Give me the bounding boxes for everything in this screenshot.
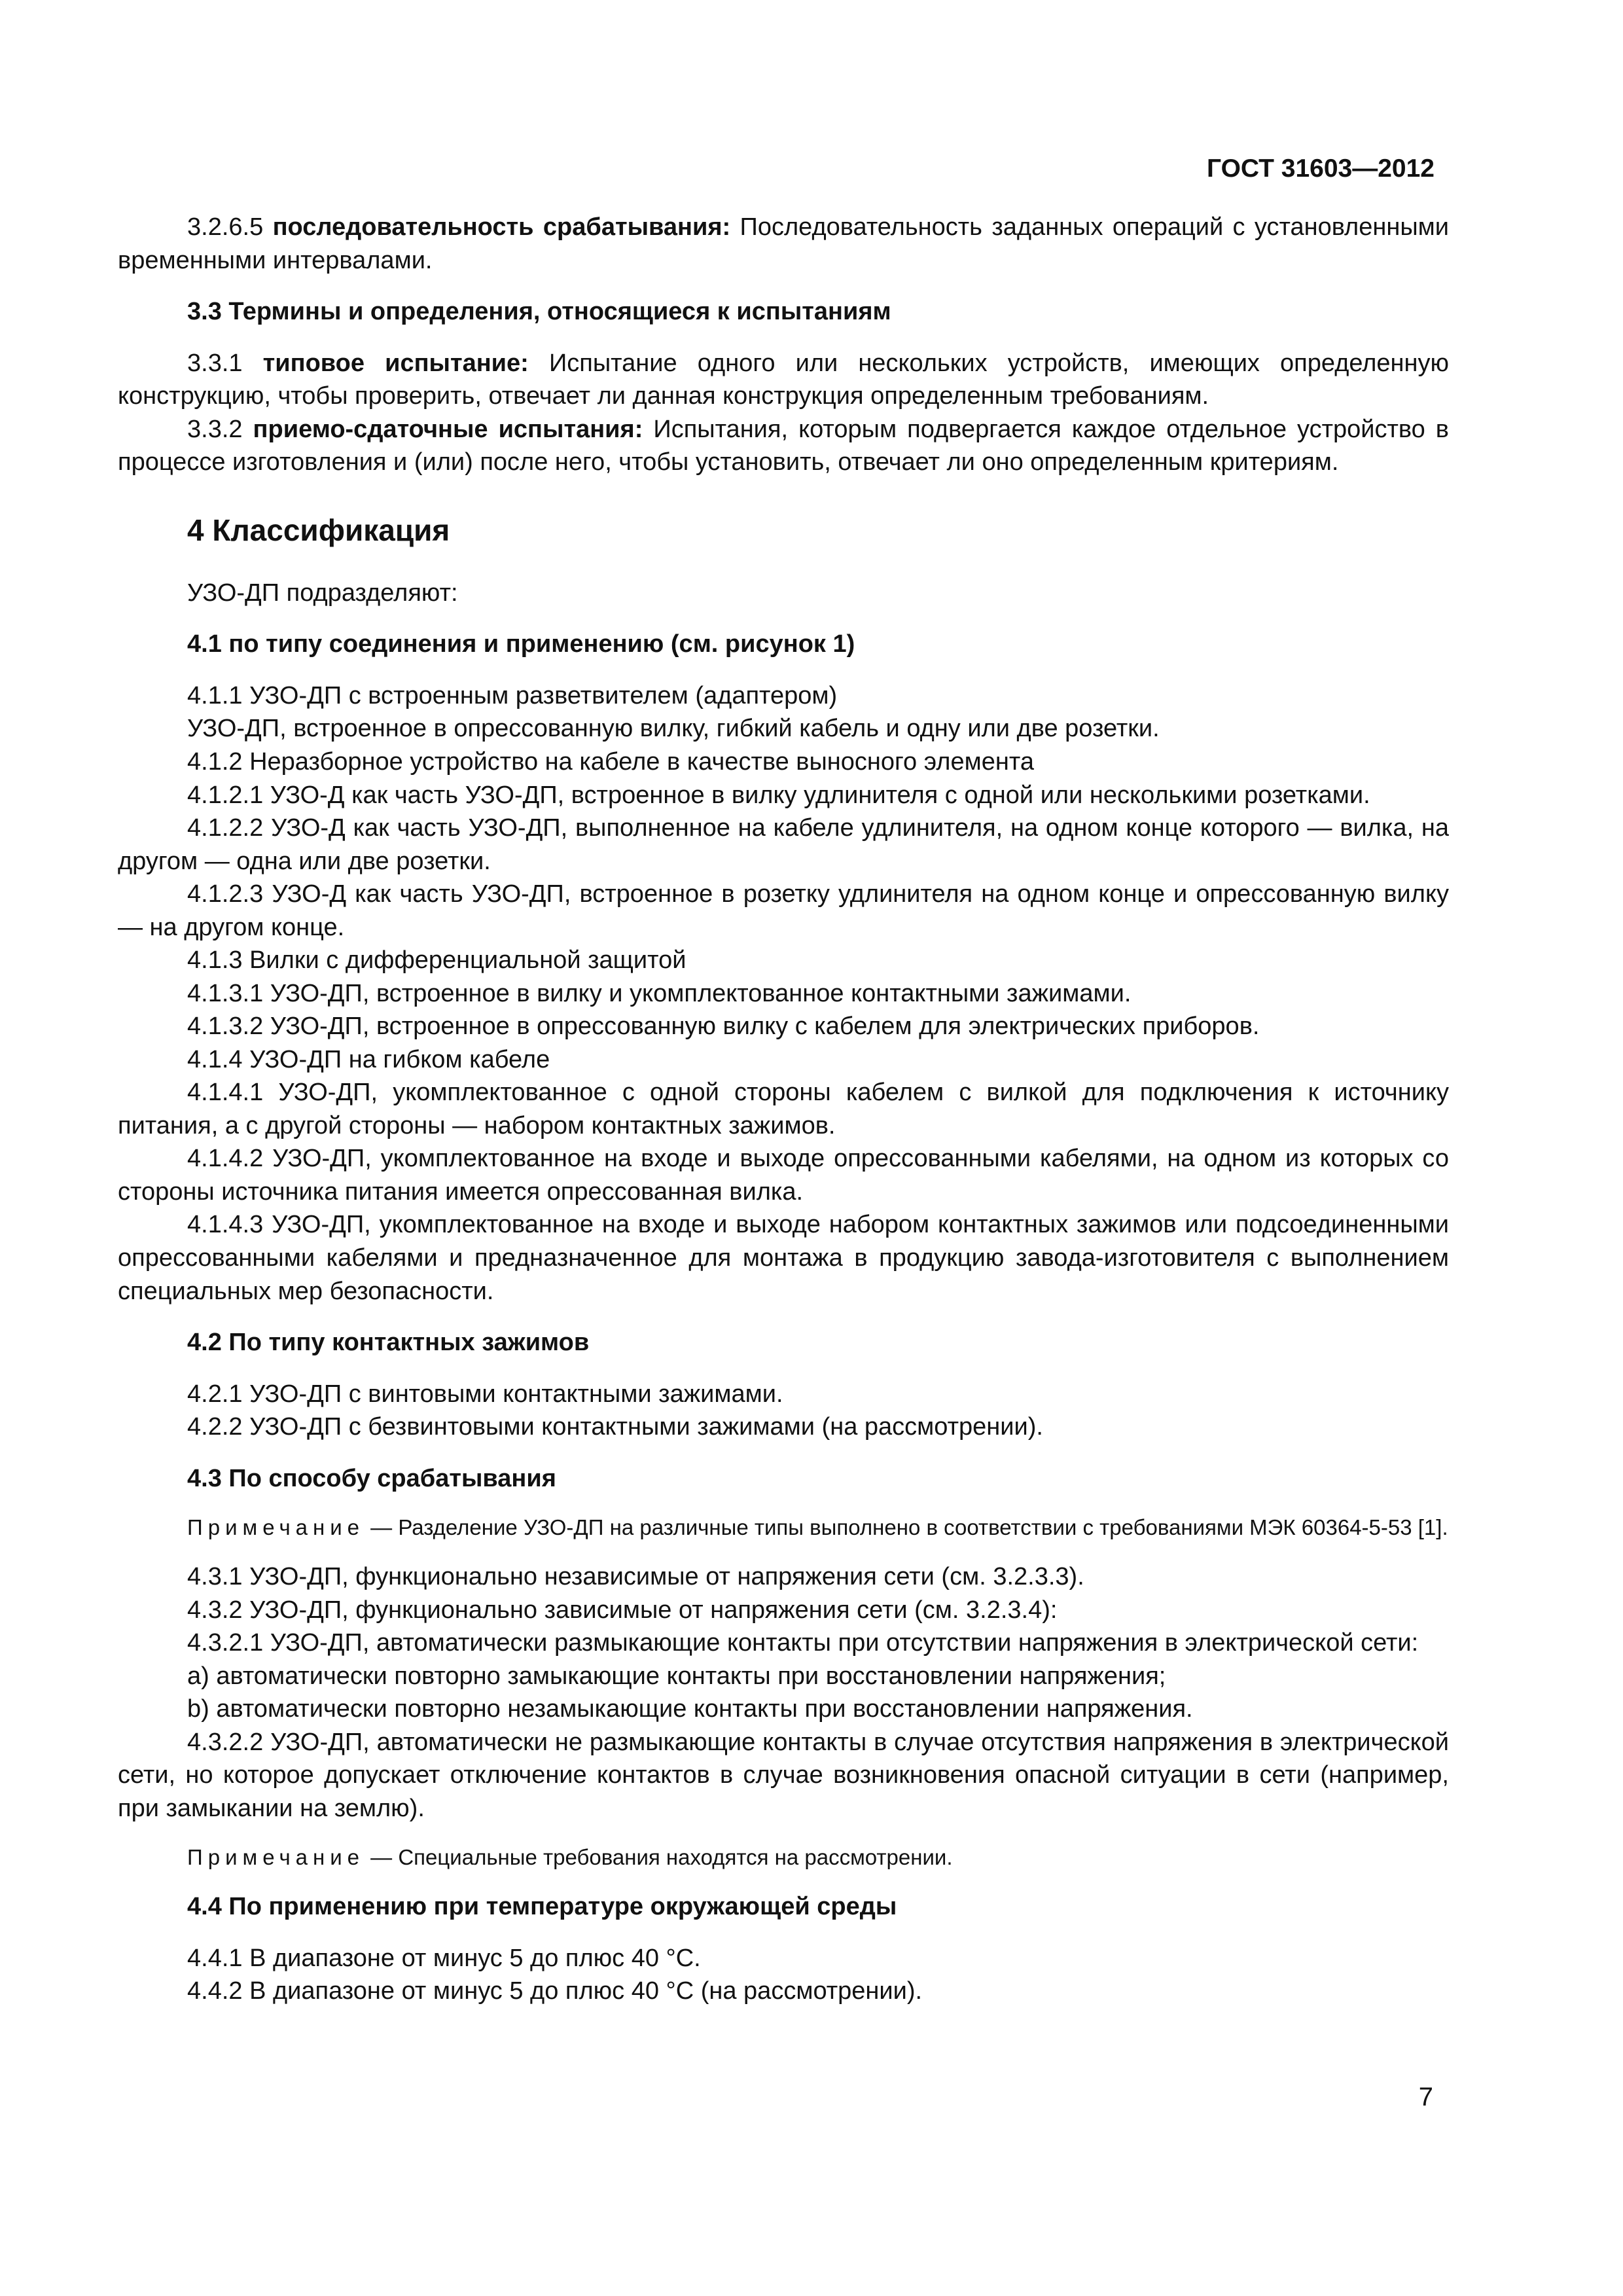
definition-text: Последовательность заданных операций с установленными временными интервалами.	[118, 213, 1449, 274]
note-text: — Разделение УЗО-ДП на различные типы выполнено в соответствии с требованиями МЭК 60364-5-53 [1].	[365, 1515, 1448, 1540]
term: последовательность срабатывания:	[272, 213, 731, 241]
clause-4-2-2: 4.2.2 УЗО-ДП с безвинтовыми контактными зажимами (на рассмотрении).	[187, 1413, 1043, 1441]
clause-4-1-3-2: 4.1.3.2 УЗО-ДП, встроенное в опрессованную вилку с кабелем для электрических приборов.	[187, 1013, 1260, 1041]
section-heading-4-4: 4.4 По применению при температуре окружающей среды	[187, 1893, 897, 1921]
page-number: 7	[1418, 2083, 1433, 2111]
clause-4-1-3-1: 4.1.3.1 УЗО-ДП, встроенное в вилку и укомплектованное контактными зажимами.	[187, 979, 1132, 1007]
clause-4-1-3: 4.1.3 Вилки с дифференциальной защитой	[187, 946, 687, 975]
page-content	[118, 211, 1449, 2008]
clause-4-3-1: 4.3.1 УЗО-ДП, функционально независимые от напряжения сети (см. 3.2.3.3).	[187, 1563, 1084, 1591]
clause-4-4-1: 4.4.1 В диапазоне от минус 5 до плюс 40 °С.	[187, 1944, 701, 1972]
section-heading-4-2: 4.2 По типу контактных зажимов	[187, 1329, 590, 1357]
intro-text: УЗО-ДП подразделяют:	[187, 579, 458, 607]
section-heading-3-3: 3.3 Термины и определения, относящиеся к испытаниям	[187, 298, 891, 326]
term: типовое испытание:	[262, 349, 529, 377]
list-item-a: a) автоматически повторно замыкающие контакты при восстановлении напряжения;	[187, 1662, 1166, 1690]
clause-4-1-1-text: УЗО-ДП, встроенное в опрессованную вилку, гибкий кабель и одну или две розетки.	[187, 715, 1160, 743]
note-4-3-2-2	[118, 1843, 1449, 1872]
list-item-b: b) автоматически повторно незамыкающие контакты при восстановлении напряжения.	[187, 1695, 1193, 1723]
definition-text: Испытание одного или нескольких устройств, имеющих определенную конструкцию, чтобы проверить, отвечает ли данная конструкция определенным требованиям.	[118, 349, 1450, 410]
term: приемо-сдаточные испытания:	[253, 415, 643, 443]
clause-4-1-2-3: 4.1.2.3 УЗО-Д как часть УЗО-ДП, встроенное в розетку удлинителя на одном конце и опрессованную вилку — на другом конце.	[118, 880, 1449, 941]
clause-4-1-2: 4.1.2 Неразборное устройство на кабеле в качестве выносного элемента	[187, 748, 1034, 776]
clause-4-3-2: 4.3.2 УЗО-ДП, функционально зависимые от напряжения сети (см. 3.2.3.4):	[187, 1596, 1058, 1624]
clause-number: 3.3.1	[187, 349, 263, 377]
clause-4-1-1: 4.1.1 УЗО-ДП с встроенным разветвителем (адаптером)	[187, 681, 838, 709]
note-text: — Специальные требования находятся на рассмотрении.	[365, 1845, 953, 1870]
clause-4-3-2-1: 4.3.2.1 УЗО-ДП, автоматически размыкающие контакты при отсутствии напряжения в электрической сети:	[187, 1629, 1419, 1657]
clause-number: 3.2.6.5	[187, 213, 273, 241]
clause-4-1-4-2: 4.1.4.2 УЗО-ДП, укомплектованное на входе и выходе опрессованными кабелями, на одном из которых со стороны источника питания имеется опрессованная вилка.	[118, 1145, 1449, 1206]
note-4-3	[118, 1513, 1449, 1542]
note-label: Примечание	[187, 1515, 365, 1540]
clause-4-2-1: 4.2.1 УЗО-ДП с винтовыми контактными зажимами.	[187, 1380, 783, 1408]
note-label: Примечание	[187, 1845, 365, 1870]
chapter-heading-4: 4 Классификация	[187, 512, 450, 547]
clause-4-3-2-2: 4.3.2.2 УЗО-ДП, автоматически не размыкающие контакты в случае отсутствия напряжения в электрической сети, но которое допускает отключение контактов в случае возникновения опасной ситуации в сети (например, при замыкании на землю).	[118, 1728, 1449, 1822]
definition-3-2-6-5	[118, 211, 1449, 277]
clause-4-1-2-2: 4.1.2.2 УЗО-Д как часть УЗО-ДП, выполненное на кабеле удлинителя, на одном конце которого — вилка, на другом — одна или две розетки.	[118, 814, 1449, 875]
section-heading-4-1: 4.1 по типу соединения и применению (см. рисунок 1)	[187, 630, 855, 658]
document-id: ГОСТ 31603—2012	[1207, 154, 1435, 183]
definition-3-3-2	[118, 413, 1449, 479]
clause-number: 3.3.2	[187, 415, 253, 443]
clause-4-1-2-1: 4.1.2.1 УЗО-Д как часть УЗО-ДП, встроенное в вилку удлинителя с одной или несколькими розетками.	[187, 781, 1370, 809]
clause-4-1-4-1: 4.1.4.1 УЗО-ДП, укомплектованное с одной стороны кабелем с вилкой для подключения к источнику питания, а с другой стороны — набором контактных зажимов.	[118, 1079, 1449, 1139]
clause-4-4-2: 4.4.2 В диапазоне от минус 5 до плюс 40 °С (на рассмотрении).	[187, 1977, 923, 2005]
definition-text: Испытания, которым подвергается каждое отдельное устройство в процессе изготовления и (или) после него, чтобы установить, отвечает ли оно определенным критериям.	[118, 415, 1449, 476]
section-heading-4-3: 4.3 По способу срабатывания	[187, 1464, 556, 1492]
clause-4-1-4-3: 4.1.4.3 УЗО-ДП, укомплектованное на входе и выходе набором контактных зажимов или подсоединенными опрессованными кабелями и предназначенное для монтажа в продукцию завода-изготовителя с выполнением специальных мер безопасности.	[118, 1211, 1449, 1305]
definition-3-3-1	[118, 347, 1449, 413]
clause-4-1-4: 4.1.4 УЗО-ДП на гибком кабеле	[187, 1045, 550, 1073]
